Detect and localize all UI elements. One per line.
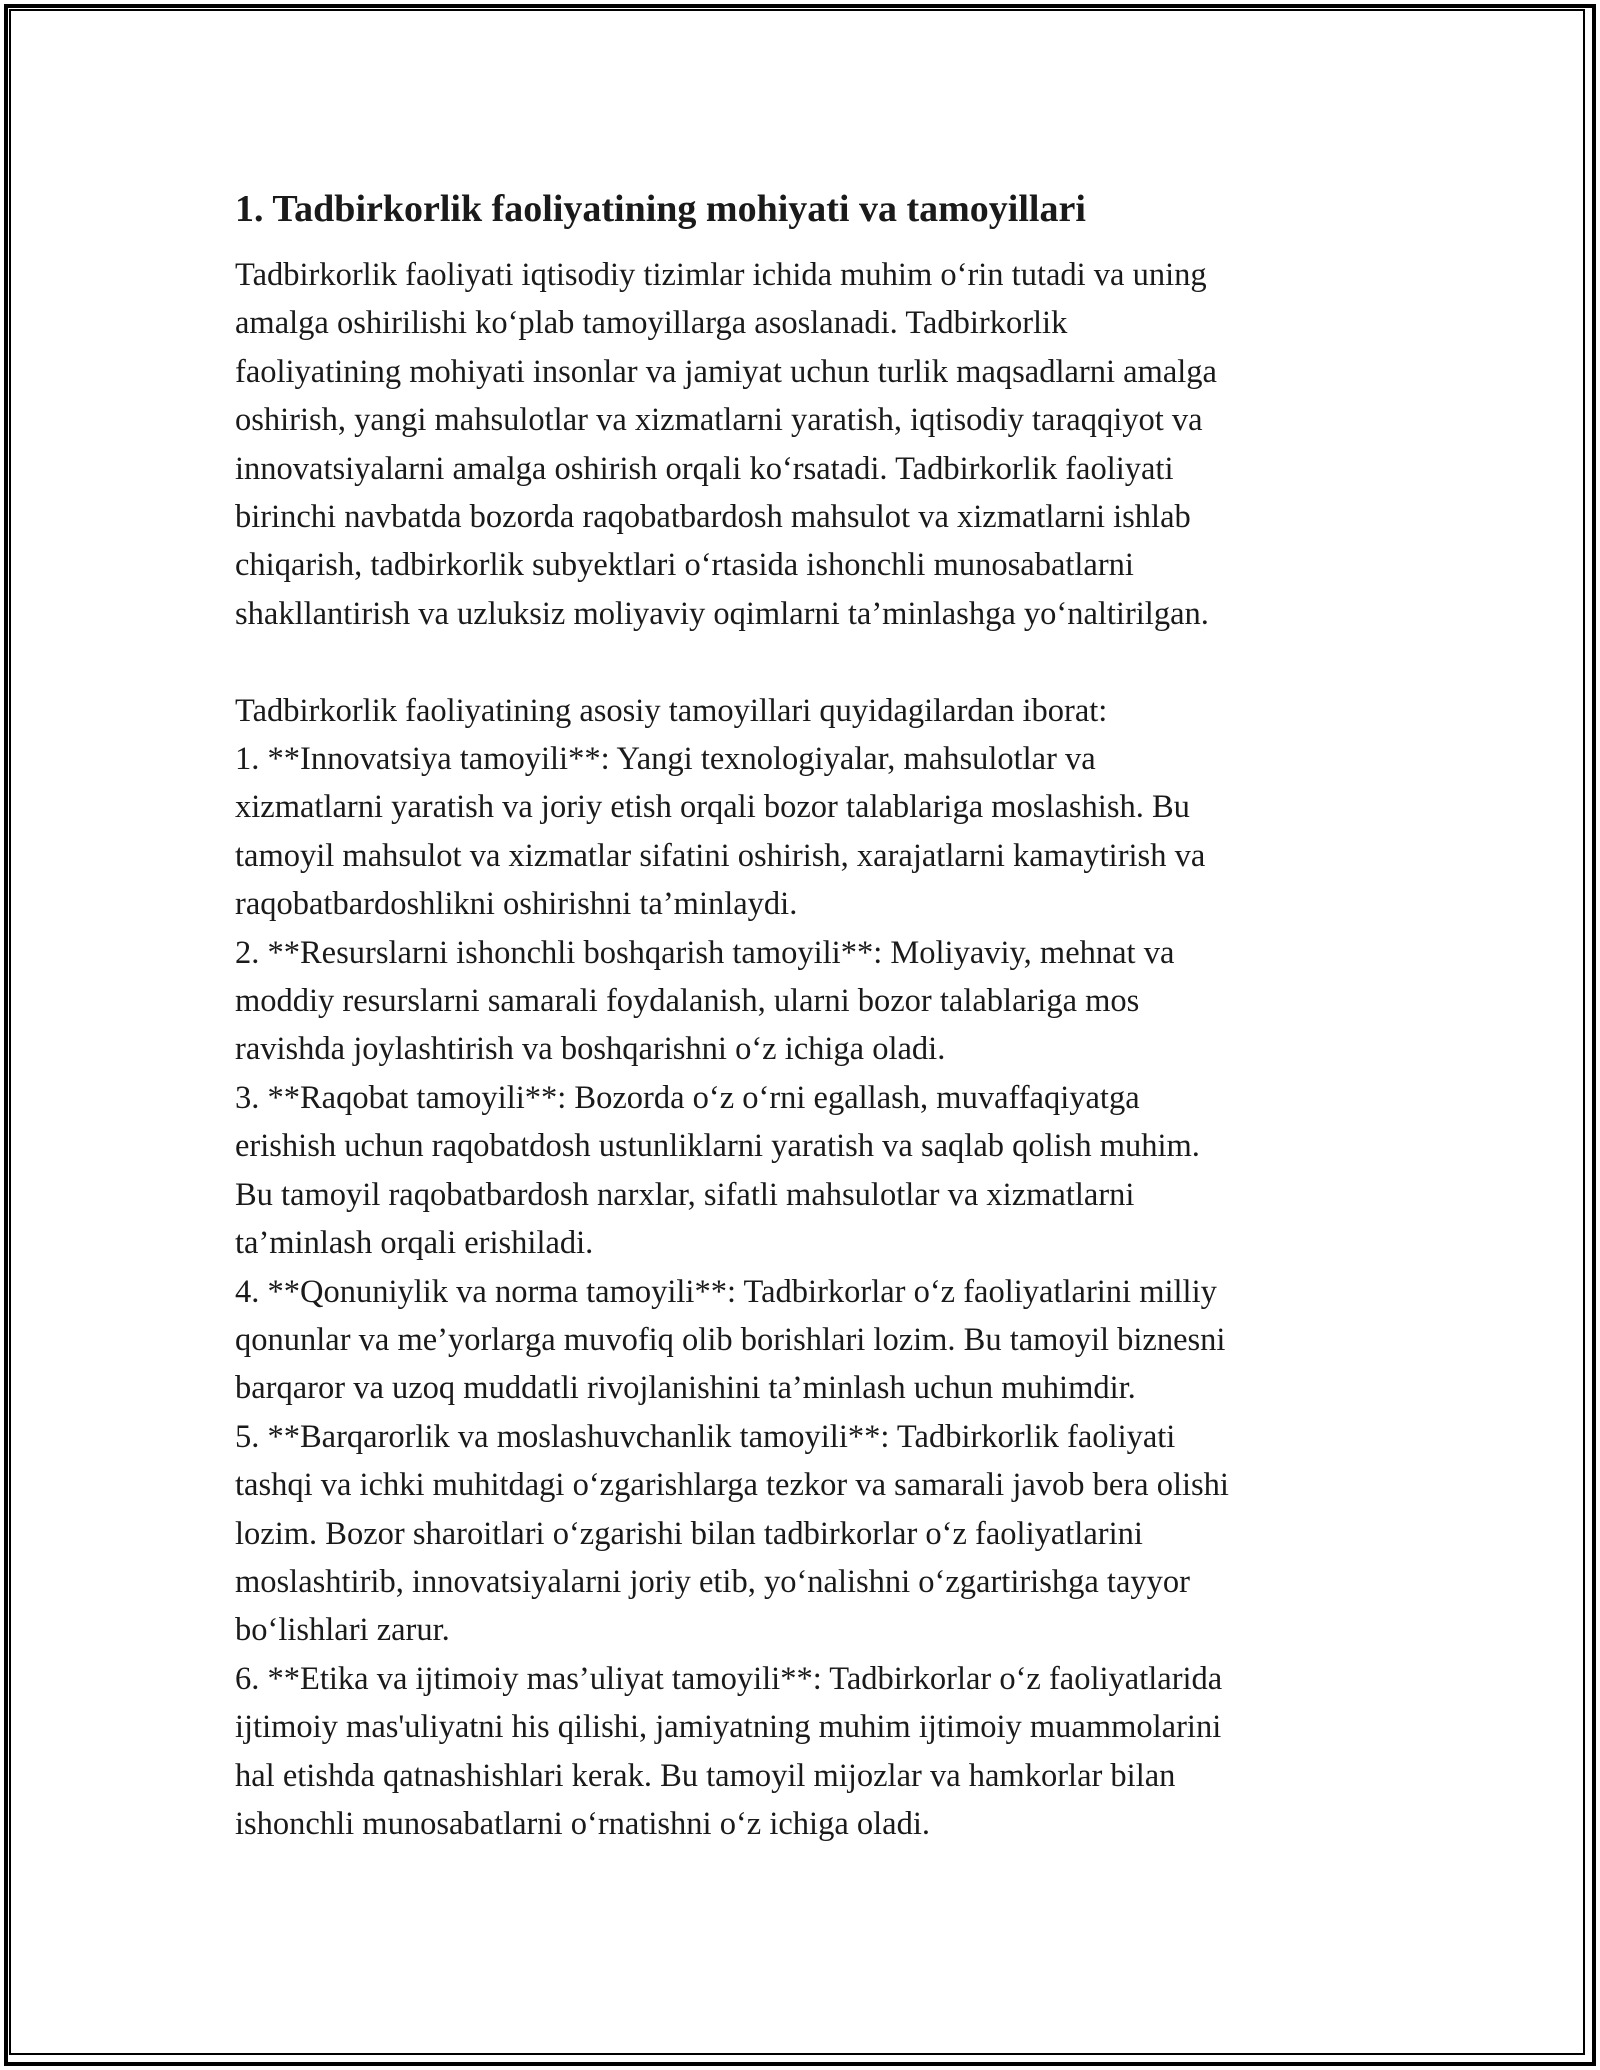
paragraph-spacer [235, 638, 1375, 686]
list-item-line: qonunlar va me’yorlarga muvofiq olib borishlari lozim. Bu tamoyil biznesni [235, 1321, 1226, 1358]
text-line: amalga oshirilishi ko‘plab tamoyillarga asoslanadi. Tadbirkorlik [235, 305, 1068, 342]
list-item-line: barqaror va uzoq muddatli rivojlanishini ta’minlash uchun muhimdir. [235, 1370, 1136, 1407]
text-line: birinchi navbatda bozorda raqobatbardosh mahsulot va xizmatlarni ishlab [235, 499, 1191, 536]
list-item-line: moddiy resurslarni samarali foydalanish, ularni bozor talablariga mos [235, 983, 1140, 1020]
list-item-line: tamoyil mahsulot va xizmatlar sifatini oshirish, xarajatlarni kamaytirish va [235, 837, 1206, 874]
list-item-line: raqobatbardoshlikni oshirishni ta’minlaydi. [235, 886, 798, 923]
intro-paragraph [235, 251, 1375, 638]
text-line: Tadbirkorlik faoliyati iqtisodiy tizimlar ichida muhim o‘rin tutadi va uning [235, 257, 1207, 293]
list-item-line: 2. **Resurslarni ishonchli boshqarish tamoyili**: Moliyaviy, mehnat va [235, 934, 1175, 971]
list-item-line: 1. **Innovatsiya tamoyili**: Yangi texnologiyalar, mahsulotlar va [235, 741, 1096, 778]
list-item-line: ta’minlash orqali erishiladi. [235, 1225, 594, 1262]
principles-list [235, 687, 1375, 1849]
list-item-line: lozim. Bozor sharoitlari o‘zgarishi bilan tadbirkorlar o‘z faoliyatlarini [235, 1515, 1143, 1552]
text-line: shakllantirish va uzluksiz moliyaviy oqimlarni ta’minlashga yo‘naltirilgan. [235, 595, 1209, 632]
list-item-line: xizmatlarni yaratish va joriy etish orqali bozor talablariga moslashish. Bu [235, 789, 1190, 826]
text-line: oshirish, yangi mahsulotlar va xizmatlarni yaratish, iqtisodiy taraqqiyot va [235, 402, 1203, 439]
list-item-line: ijtimoiy mas'uliyatni his qilishi, jamiyatning muhim ijtimoiy muammolarini [235, 1709, 1222, 1746]
list-item-line: 3. **Raqobat tamoyili**: Bozorda o‘z o‘rni egallash, muvaffaqiyatga [235, 1079, 1140, 1116]
list-item-line: ravishda joylashtirish va boshqarishni o‘z ichiga oladi. [235, 1031, 946, 1068]
list-intro-line: Tadbirkorlik faoliyatining asosiy tamoyillari quyidagilardan iborat: [235, 692, 1108, 729]
list-item-line: 4. **Qonuniylik va norma tamoyili**: Tadbirkorlar o‘z faoliyatlarini milliy [235, 1273, 1217, 1310]
text-line: chiqarish, tadbirkorlik subyektlari o‘rtasida ishonchli munosabatlarni [235, 547, 1134, 584]
document-page [235, 185, 1375, 1848]
list-item-line: tashqi va ichki muhitdagi o‘zgarishlarga tezkor va samarali javob bera olishi [235, 1467, 1229, 1504]
list-item-line: 5. **Barqarorlik va moslashuvchanlik tamoyili**: Tadbirkorlik faoliyati [235, 1418, 1176, 1455]
list-item-line: Bu tamoyil raqobatbardosh narxlar, sifatli mahsulotlar va xizmatlarni [235, 1176, 1135, 1213]
list-item-line: 6. **Etika va ijtimoiy mas’uliyat tamoyili**: Tadbirkorlar o‘z faoliyatlarida [235, 1660, 1223, 1697]
list-item-line: bo‘lishlari zarur. [235, 1612, 450, 1649]
list-item-line: hal etishda qatnashishlari kerak. Bu tamoyil mijozlar va hamkorlar bilan [235, 1757, 1176, 1794]
section-heading: 1. Tadbirkorlik faoliyatining mohiyati va tamoyillari [235, 188, 1086, 230]
text-line: innovatsiyalarni amalga oshirish orqali ko‘rsatadi. Tadbirkorlik faoliyati [235, 450, 1174, 487]
list-item-line: moslashtirib, innovatsiyalarni joriy etib, yo‘nalishni o‘zgartirishga tayyor [235, 1563, 1190, 1600]
list-item-line: ishonchli munosabatlarni o‘rnatishni o‘z ichiga oladi. [235, 1805, 930, 1842]
text-line: faoliyatining mohiyati insonlar va jamiyat uchun turlik maqsadlarni amalga [235, 353, 1217, 390]
list-item-line: erishish uchun raqobatdosh ustunliklarni yaratish va saqlab qolish muhim. [235, 1128, 1200, 1165]
